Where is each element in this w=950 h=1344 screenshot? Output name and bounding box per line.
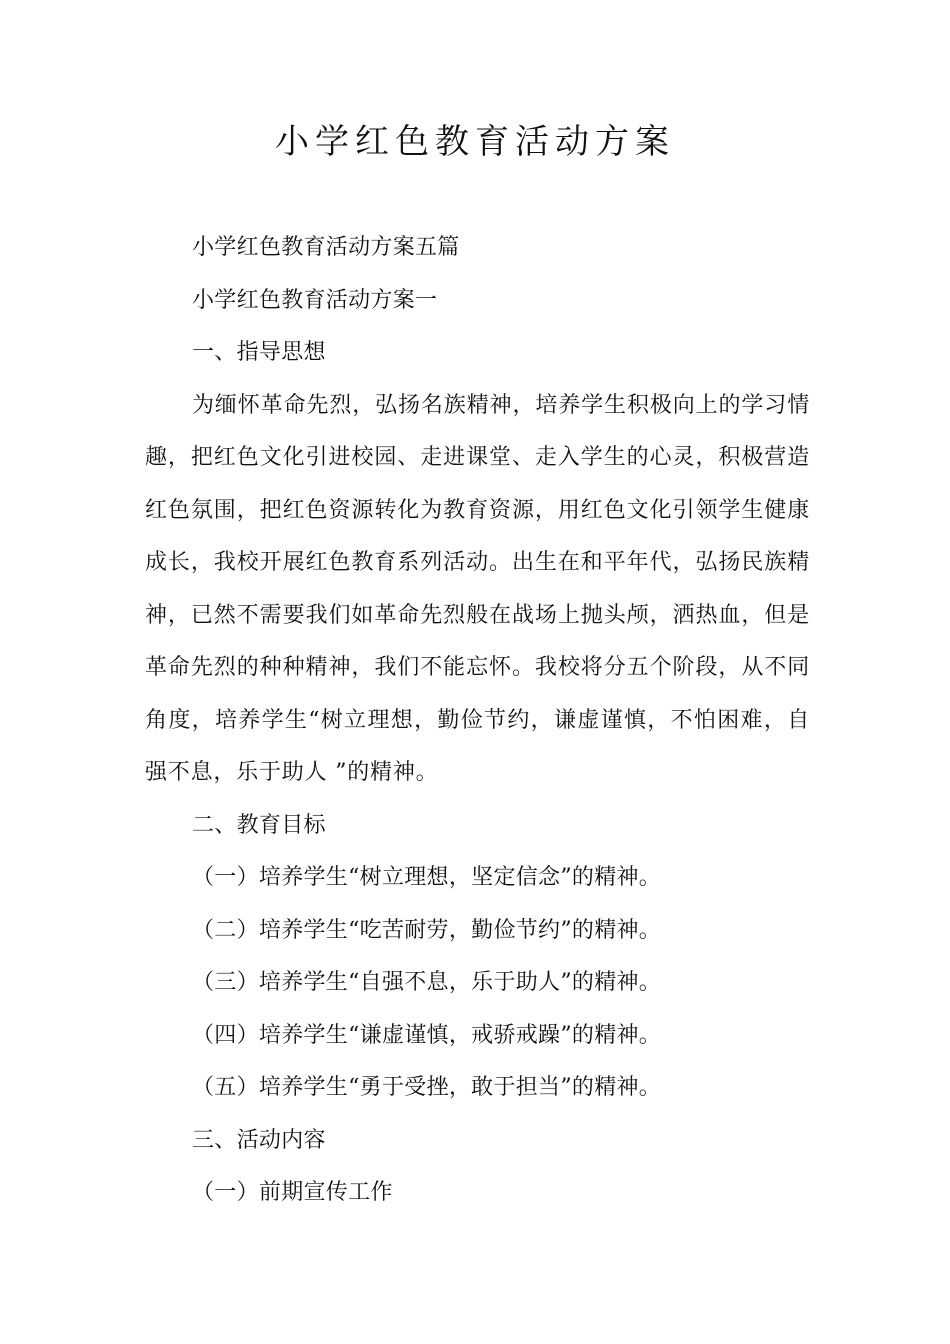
document-body (145, 222, 810, 1220)
plan-heading: 小学红色教育活动方案一 (192, 287, 438, 313)
subsection-heading-publicity: （一）前期宣传工作 (192, 1180, 393, 1205)
subtitle-line: 小学红色教育活动方案五篇 (192, 235, 460, 260)
document-title: 小学红色教育活动方案 (275, 122, 675, 162)
goal-item: （五）培养学生“勇于受挫，敢于担当”的精神。 (192, 1075, 662, 1100)
goal-item: （二）培养学生“吃苦耐劳，勤俭节约”的精神。 (192, 917, 662, 943)
goal-item: （三）培养学生“自强不息，乐于助人”的精神。 (192, 970, 662, 995)
goal-item: （一）培养学生“树立理想，坚定信念”的精神。 (192, 865, 662, 890)
section-heading-activity-content: 三、活动内容 (192, 1127, 326, 1153)
guiding-ideology-paragraph: 为缅怀革命先烈，弘扬名族精神，培养学生积极向上的学习情趣，把红色文化引进校园、走进课堂、走入学生的心灵，积极营造红色氛围，把红色资源转化为教育资源，用红色文化引领学生健康成长，我校开展红色教育系列活动。出生在和平年代，弘扬民族精神，已然不需要我们如革命先烈般在战场上抛头颅，洒热血，但是革命先烈的种种精神，我们不能忘怀。我校将分五个阶段，从不同角度，培养学生“树立理想，勤俭节约，谦虚谨慎，不怕困难，自强不息，乐于助人 ”的精神。 (145, 392, 810, 785)
goal-item: （四）培养学生“谦虚谨慎，戒骄戒躁”的精神。 (192, 1022, 662, 1048)
section-heading-education-goals: 二、教育目标 (192, 812, 326, 838)
section-heading-guiding-ideology: 一、指导思想 (192, 340, 326, 365)
